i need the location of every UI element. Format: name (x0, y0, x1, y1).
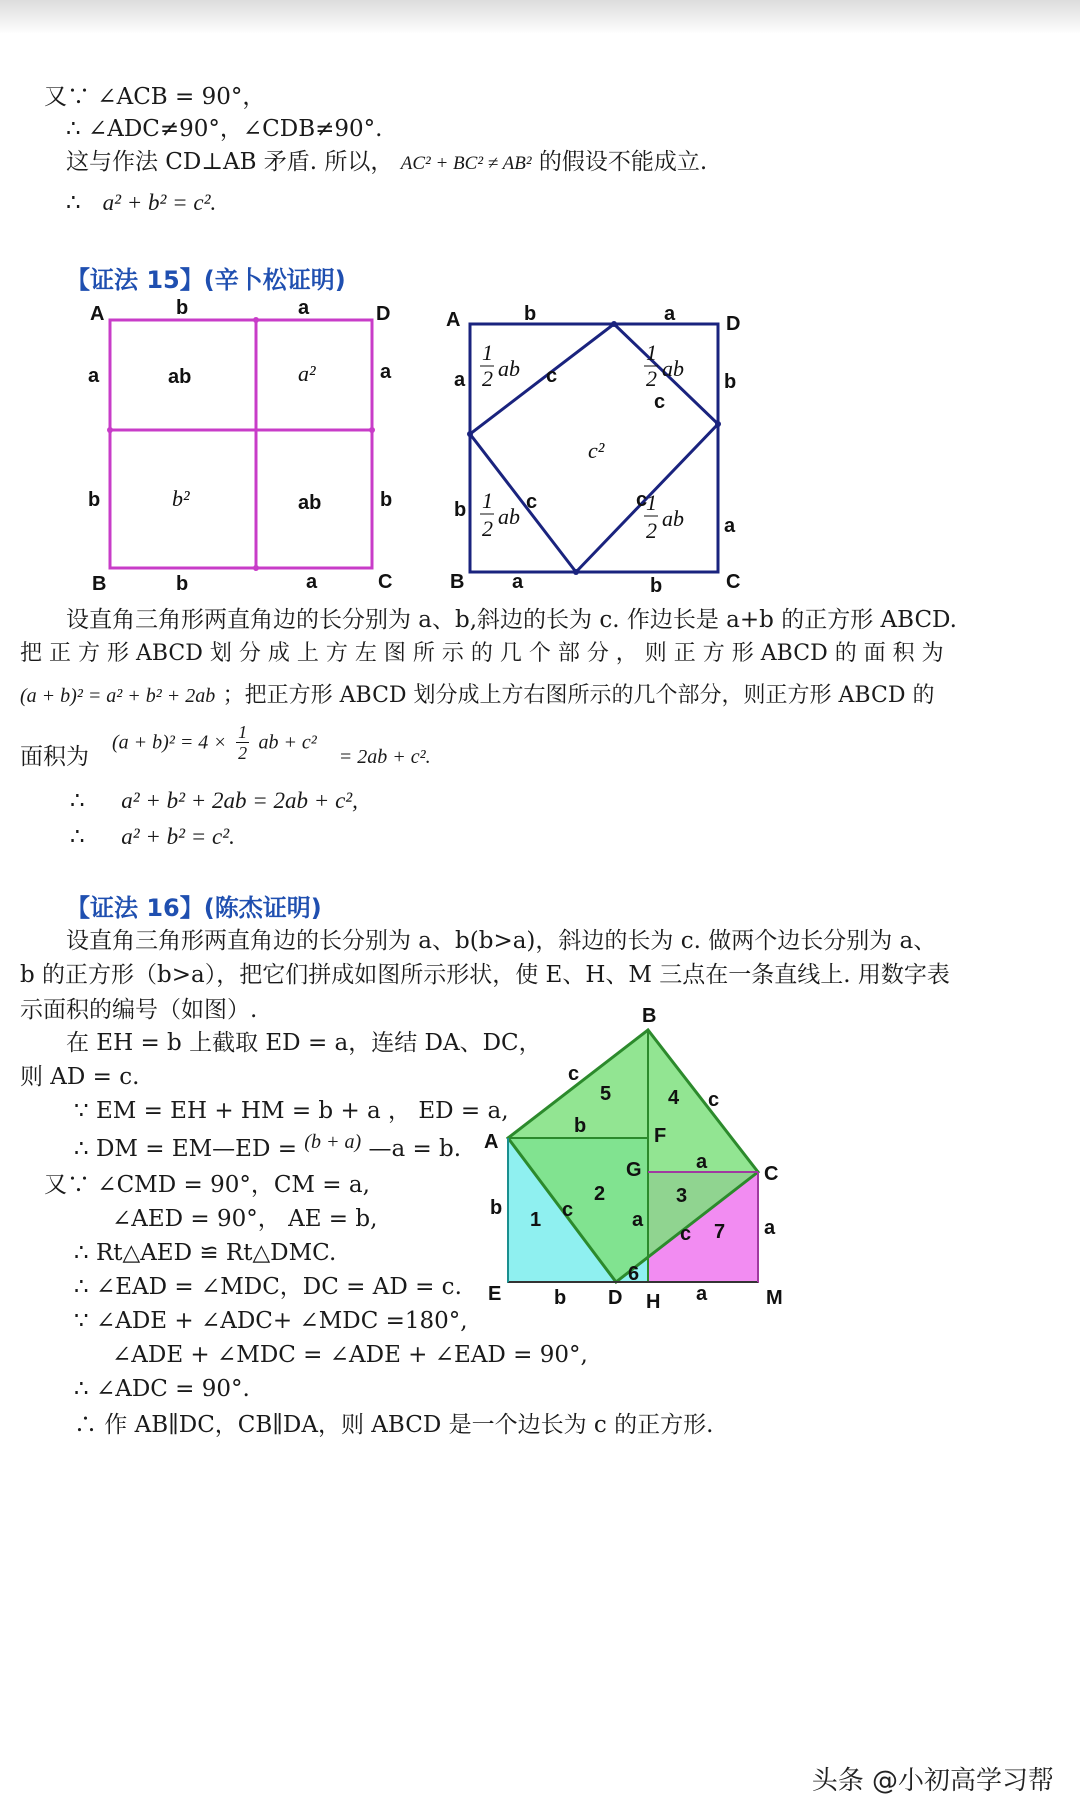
s16-step-2-b: —a = b. (368, 1136, 462, 1162)
half-ab-top-right (644, 340, 684, 391)
right-label-C: C (726, 571, 741, 593)
proof-15-heading: 【证法 15】(辛卜松证明) (66, 266, 346, 294)
right-side-b: b (380, 489, 393, 511)
fig16-c-3: c (562, 1199, 574, 1221)
fig16-a-bottom: a (696, 1283, 708, 1305)
hyp-c-1: c (546, 365, 558, 387)
proof-15-right-figure (440, 296, 750, 596)
half-ab-top-left (480, 340, 520, 391)
right-top-a: a (664, 303, 676, 325)
fig16-H: H (646, 1291, 661, 1310)
s15-para-3 (20, 680, 934, 711)
fig16-F: F (654, 1125, 667, 1147)
prev-line-3-text: 这与作法 CD⊥AB 矛盾. 所以， (66, 149, 394, 175)
svg-text:1: 1 (482, 340, 493, 365)
s16-step-9: ∴ ∠ADC = 90°. (74, 1376, 250, 1402)
half-ab-bottom-left (480, 488, 520, 541)
cell-b-squared: b² (172, 486, 190, 511)
proof-15-left-figure (88, 296, 398, 596)
svg-text:2: 2 (482, 516, 493, 541)
proof-16-heading: 【证法 16】(陈杰证明) (66, 894, 322, 922)
half-ab-bottom-right (644, 490, 684, 543)
svg-text:ab: ab (498, 356, 520, 381)
left-outer-square (110, 320, 372, 568)
watermark: 头条 @小初高学习帮 (811, 1766, 1054, 1796)
s15-formula-left: (a + b)² = a² + b² + 2ab (20, 685, 216, 707)
s16-step-2 (74, 1131, 462, 1165)
left-side-a: a (88, 365, 100, 387)
fig16-c-4: c (680, 1223, 692, 1245)
right-left-a: a (454, 369, 466, 391)
svg-text:ab: ab (498, 504, 520, 529)
s15-area-label: 面积为 (20, 744, 89, 770)
right-bottom-b: b (650, 575, 663, 596)
svg-text:2: 2 (482, 366, 493, 391)
svg-text:ab: ab (662, 356, 684, 381)
fig16-n2: 2 (594, 1183, 606, 1205)
s16-step-10: ∴ 作 AB∥DC，CB∥DA，则 ABCD 是一个边长为 c 的正方形. (74, 1412, 714, 1438)
s16-step-2-formula: (b + a) (304, 1131, 362, 1153)
fig16-A: A (484, 1131, 499, 1153)
prev-line-2: ∴ ∠ADC≠90°，∠CDB≠90°. (66, 116, 383, 142)
fig16-c-2: c (708, 1089, 720, 1111)
fig16-G: G (626, 1159, 642, 1181)
left-top-a: a (298, 297, 310, 319)
hyp-c-4: c (636, 489, 648, 511)
fig16-c-1: c (568, 1063, 580, 1085)
prev-line-3-formula: AC² + BC² ≠ AB² (400, 153, 532, 174)
cell-ab-top: ab (168, 366, 192, 388)
therefore-symbol: ∴ (66, 190, 81, 216)
s15-para-2: 把 正 方 形 ABCD 划 分 成 上 方 左 图 所 示 的 几 个 部 分 ， 则 正 方 形 ABCD 的 面 积 为 (20, 641, 944, 666)
svg-text:1: 1 (482, 488, 493, 513)
s15-para-4 (20, 742, 89, 772)
s16-para-5: 则 AD = c. (20, 1064, 140, 1090)
left-bottom-a: a (306, 571, 318, 593)
fig16-n5: 5 (600, 1083, 612, 1105)
fig16-b-bottom: b (554, 1287, 567, 1309)
right-top-b: b (524, 303, 537, 325)
center-c-squared: c² (588, 438, 605, 463)
hyp-c-3: c (526, 491, 538, 513)
svg-text:ab: ab (662, 506, 684, 531)
s16-step-1: ∵ EM = EH + HM = b + a ， ED = a, (74, 1098, 509, 1124)
s15-conclusion-1-formula: a² + b² + 2ab = 2ab + c², (121, 788, 358, 813)
fig16-D: D (608, 1287, 623, 1309)
fig16-M: M (766, 1287, 783, 1309)
right-label-D: D (726, 313, 741, 335)
therefore-symbol: ∴ (70, 824, 85, 850)
prev-line-4-formula: a² + b² = c². (102, 190, 217, 215)
right-right-a: a (724, 515, 736, 537)
fig16-E: E (488, 1283, 502, 1305)
s16-step-3: 又∵ ∠CMD = 90°，CM = a, (44, 1172, 370, 1198)
fig16-n7: 7 (714, 1221, 726, 1243)
prev-line-4 (66, 188, 216, 218)
cell-a-squared: a² (298, 361, 316, 386)
prev-line-1: 又∵ ∠ACB = 90°， (44, 84, 266, 110)
top-shadow-bar (0, 0, 1080, 34)
cell-ab-bottom: ab (298, 492, 322, 514)
s15-conclusion-2 (70, 822, 235, 852)
left-side-b: b (88, 489, 101, 511)
fig16-b-left: b (490, 1197, 503, 1219)
s16-step-6: ∴ ∠EAD = ∠MDC，DC = AD = c. (74, 1274, 462, 1300)
fig16-a-top: a (696, 1151, 708, 1173)
left-label-D: D (376, 303, 391, 325)
s16-para-1: 设直角三角形两直角边的长分别为 a、b(b>a)，斜边的长为 c. 做两个边长分别为 a、 (66, 928, 937, 954)
fig16-a-right: a (764, 1217, 776, 1239)
right-bottom-a: a (512, 571, 524, 593)
s16-step-7: ∵ ∠ADE + ∠ADC+ ∠MDC =180°, (74, 1308, 468, 1334)
therefore-symbol: ∴ (70, 788, 85, 814)
fig16-n1: 1 (530, 1209, 542, 1231)
left-label-B: B (92, 573, 107, 595)
left-bottom-b: b (176, 573, 189, 595)
svg-text:2: 2 (646, 518, 657, 543)
s16-step-4: ∠AED = 90°， AE = b, (112, 1206, 378, 1232)
prev-line-3-tail: 的假设不能成立. (538, 149, 708, 175)
s16-step-5: ∴ Rt△AED ≌ Rt△DMC. (74, 1240, 337, 1266)
right-label-A: A (446, 309, 461, 331)
s15-formula-right (112, 722, 431, 768)
fig16-n4: 4 (668, 1087, 680, 1109)
right-label-B: B (450, 571, 465, 593)
left-label-A: A (90, 303, 105, 325)
s16-step-8: ∠ADE + ∠MDC = ∠ADE + ∠EAD = 90°, (112, 1342, 588, 1368)
s15-para-3-text: ；把正方形 ABCD 划分成上方右图所示的几个部分，则正方形 ABCD 的 (222, 683, 935, 708)
s15-para-1: 设直角三角形两直角边的长分别为 a、b,斜边的长为 c. 作边长是 a+b 的正方形 ABCD. (66, 607, 957, 633)
right-left-b: b (454, 499, 467, 521)
left-top-b: b (176, 297, 189, 319)
fig16-C: C (764, 1163, 779, 1185)
s16-para-4: 在 EH = b 上截取 ED = a，连结 DA、DC， (66, 1030, 542, 1056)
right-side-a: a (380, 361, 392, 383)
s15-conclusion-1 (70, 786, 358, 816)
svg-text:1: 1 (646, 340, 657, 365)
prev-line-3 (66, 147, 707, 179)
s15-formula-right-a: (a + b)² = 4 × (112, 731, 227, 754)
fig16-n6: 6 (628, 1263, 640, 1285)
s16-step-2-a: ∴ DM = EM—ED = (74, 1136, 297, 1162)
left-label-C: C (378, 571, 393, 593)
s16-para-3: 示面积的编号（如图）. (20, 997, 258, 1023)
s15-conclusion-2-formula: a² + b² = c². (121, 824, 235, 849)
right-right-b: b (724, 371, 737, 393)
hyp-c-2: c (654, 391, 666, 413)
s15-formula-right-b: ab + c² (258, 731, 317, 754)
svg-text:2: 2 (646, 366, 657, 391)
fig16-b-top: b (574, 1115, 587, 1137)
s16-para-2: b 的正方形（b>a），把它们拼成如图所示形状，使 E、H、M 三点在一条直线上. 用数字表 (20, 962, 950, 988)
svg-text:1: 1 (646, 490, 657, 515)
fig16-B: B (642, 1005, 657, 1027)
s15-formula-right-c: = 2ab + c². (338, 745, 431, 768)
proof-16-figure (470, 1000, 800, 1310)
s15-fraction: $\frac{1}{2}$ (238, 722, 248, 763)
fig16-a-mid: a (632, 1209, 644, 1231)
fig16-n3: 3 (676, 1185, 688, 1207)
